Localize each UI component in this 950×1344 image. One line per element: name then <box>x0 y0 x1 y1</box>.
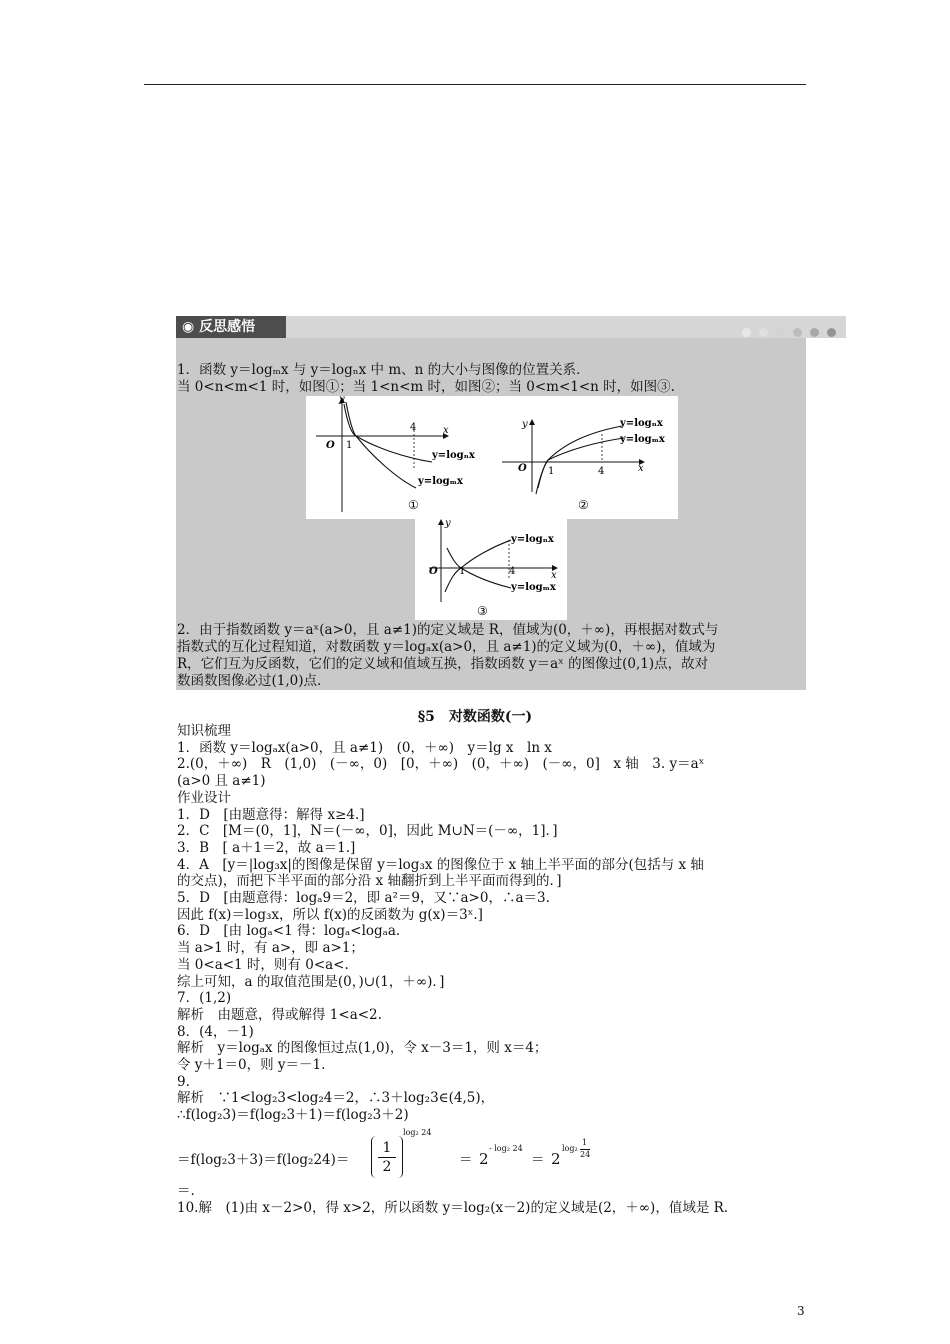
fig3-caption: ③ <box>477 604 488 618</box>
fig2-y-label: y <box>522 419 528 430</box>
line-16: 7．(1,2) <box>177 990 232 1007</box>
fig1-x-label: x <box>443 425 449 436</box>
line-23: ∴f(log₂3)＝f(log₂3＋1)＝f(log₂3＋2) <box>177 1107 409 1124</box>
formula-eq2: ＝ <box>531 1152 545 1168</box>
line-6: 2．C [M＝(0，1]，N＝(－∞，0]，因此 M∪N＝(－∞，1]．] <box>177 823 558 840</box>
line-22: 解析 ∵1<log₂3<log₂4＝2，∴3＋log₂3∈(4,5)， <box>177 1090 495 1107</box>
fig3-curve-m: y=logₘx <box>511 582 556 593</box>
after-formula: ＝. <box>177 1183 195 1199</box>
reflection-p2-line3: R，它们互为反函数，它们的定义域和值域互换，指数函数 y＝aˣ 的图像过(0,1)点，故对 <box>177 656 709 672</box>
fig2-curve-m: y=logₘx <box>620 434 665 445</box>
line-21: 9. <box>177 1073 190 1090</box>
fig3-x-label: x <box>551 570 557 581</box>
formula-lhs: ＝f(log₂3＋3)＝f(log₂24)＝ <box>177 1152 350 1168</box>
figure-box-1-2 <box>306 396 678 519</box>
fig2-tick-1: 1 <box>548 466 555 477</box>
line-15: 综上可知，a 的取值范围是(0，)∪(1，＋∞)．] <box>177 973 445 990</box>
fig1-origin: O <box>326 440 335 451</box>
figure-3 <box>429 518 557 618</box>
line-14: 当 0<a<1 时，则有 0<a<. <box>177 956 349 973</box>
line-10: 5．D [由题意得：logₐ9＝2，即 a²＝9，又∵a>0，∴a＝3. <box>177 890 550 907</box>
line-11: 因此 f(x)＝log₃x，所以 f(x)的反函数为 g(x)＝3ˣ.] <box>177 906 483 923</box>
formula-row <box>177 1126 777 1186</box>
formula-paren <box>371 1136 403 1178</box>
fig1-curve-m: y=logₘx <box>418 476 463 487</box>
section-title: §5 对数函数(一) <box>417 709 533 725</box>
formula-frac-den: 2 <box>382 1159 392 1175</box>
line-7: 3．B [ a＋1＝2，故 a＝1.] <box>177 839 356 856</box>
fig2-x-label: x <box>638 463 644 474</box>
line-12: 6．D [由 logₐ<1 得：logₐ<logₐa. <box>177 923 401 940</box>
formula-base2: 2 <box>551 1150 561 1168</box>
fig3-y-label: y <box>445 518 451 529</box>
fig1-y-label: y <box>339 396 345 405</box>
fig1-caption: ① <box>408 498 419 512</box>
line-10-solution: 10.解 (1)由 x－2>0，得 x>2，所以函数 y＝log₂(x－2)的定义域是(2，＋∞)，值域是 R. <box>177 1200 729 1216</box>
line-9: 的交点)，而把下半平面的部分沿 x 轴翻折到上半平面而得到的．] <box>177 873 562 890</box>
formula-exp3: log₂ <box>562 1144 578 1153</box>
fig3-tick-1: 1 <box>459 566 466 577</box>
line-20: 令 y＋1＝0，则 y＝－1. <box>177 1057 326 1074</box>
banner-title: ◉ 反思感悟 <box>176 316 286 338</box>
formula-exp2: - log₂ 24 <box>489 1144 523 1153</box>
page-number: 3 <box>797 1304 805 1318</box>
reflection-p2-line4: 数函数图像必过(1,0)点. <box>177 673 322 689</box>
line-5: 1．D [由题意得：解得 x≥4.] <box>177 806 365 823</box>
line-8: 4．A [y＝|log₃x|的图像是保留 y＝log₃x 的图像位于 x 轴上半平面的部分(包括与 x 轴 <box>177 856 704 873</box>
formula-exp1: log₂ 24 <box>403 1128 432 1137</box>
fig2-tick-4: 4 <box>598 466 605 477</box>
figure-2 <box>502 418 666 512</box>
figure-1 <box>316 396 476 512</box>
fig1-tick-4: 4 <box>410 422 417 433</box>
reflection-p1: 1．函数 y＝logₘx 与 y＝logₙx 中 m、n 的大小与图像的位置关系． <box>177 362 590 378</box>
line-19: 解析 y＝logₐx 的图像恒过点(1,0)，令 x－3＝1，则 x＝4； <box>177 1040 548 1057</box>
header-rule <box>144 84 806 85</box>
reflection-p2-line1: 2．由于指数函数 y＝aˣ(a>0，且 a≠1)的定义域是 R，值域为(0，＋∞)，再根据对数式与 <box>177 622 719 638</box>
line-18: 8．(4，－1) <box>177 1023 254 1040</box>
fig3-tick-4: 4 <box>509 566 516 577</box>
reflection-banner <box>176 316 846 338</box>
line-2: 2.(0，＋∞) R (1,0) (－∞，0) [0，＋∞) (0，＋∞) (－∞，0] x 轴 3. y＝aˣ <box>177 756 705 773</box>
formula-exp3-den: 24 <box>580 1150 591 1159</box>
line-4: 作业设计 <box>177 789 231 806</box>
fig2-origin: O <box>518 463 527 474</box>
fig1-curve-n: y=logₙx <box>432 450 475 461</box>
line-17: 解析 由题意，得或解得 1<a<2. <box>177 1006 382 1023</box>
line-13: 当 a>1 时，有 a>，即 a>1； <box>177 940 364 957</box>
fig3-curve-n: y=logₙx <box>511 534 554 545</box>
formula-base1: 2 <box>479 1150 489 1168</box>
formula-frac-num: 1 <box>382 1140 392 1156</box>
answer-lines <box>177 723 704 1124</box>
line-1: 1．函数 y＝logₐx(a>0，且 a≠1) (0，＋∞) y＝lg x ln x <box>177 739 552 756</box>
line-3: (a>0 且 a≠1) <box>177 773 266 790</box>
reflection-p1b: 当 0<n<m<1 时，如图①；当 1<n<m 时，如图②；当 0<m<1<n 时，如图③. <box>177 379 675 395</box>
line-0: 知识梳理 <box>177 723 231 739</box>
fig2-caption: ② <box>578 498 589 512</box>
formula-eq1: ＝ <box>459 1152 473 1168</box>
formula-exp3-num: 1 <box>582 1138 588 1147</box>
fig2-curve-n: y=logₙx <box>620 418 663 429</box>
fig1-tick-1: 1 <box>346 440 353 451</box>
figure-box-3 <box>415 518 567 620</box>
reflection-p2-line2: 指数式的互化过程知道，对数函数 y＝logₐx(a>0，且 a≠1)的定义域为(0，＋∞)，值域为 <box>177 639 716 655</box>
fig3-origin: O <box>429 566 438 577</box>
